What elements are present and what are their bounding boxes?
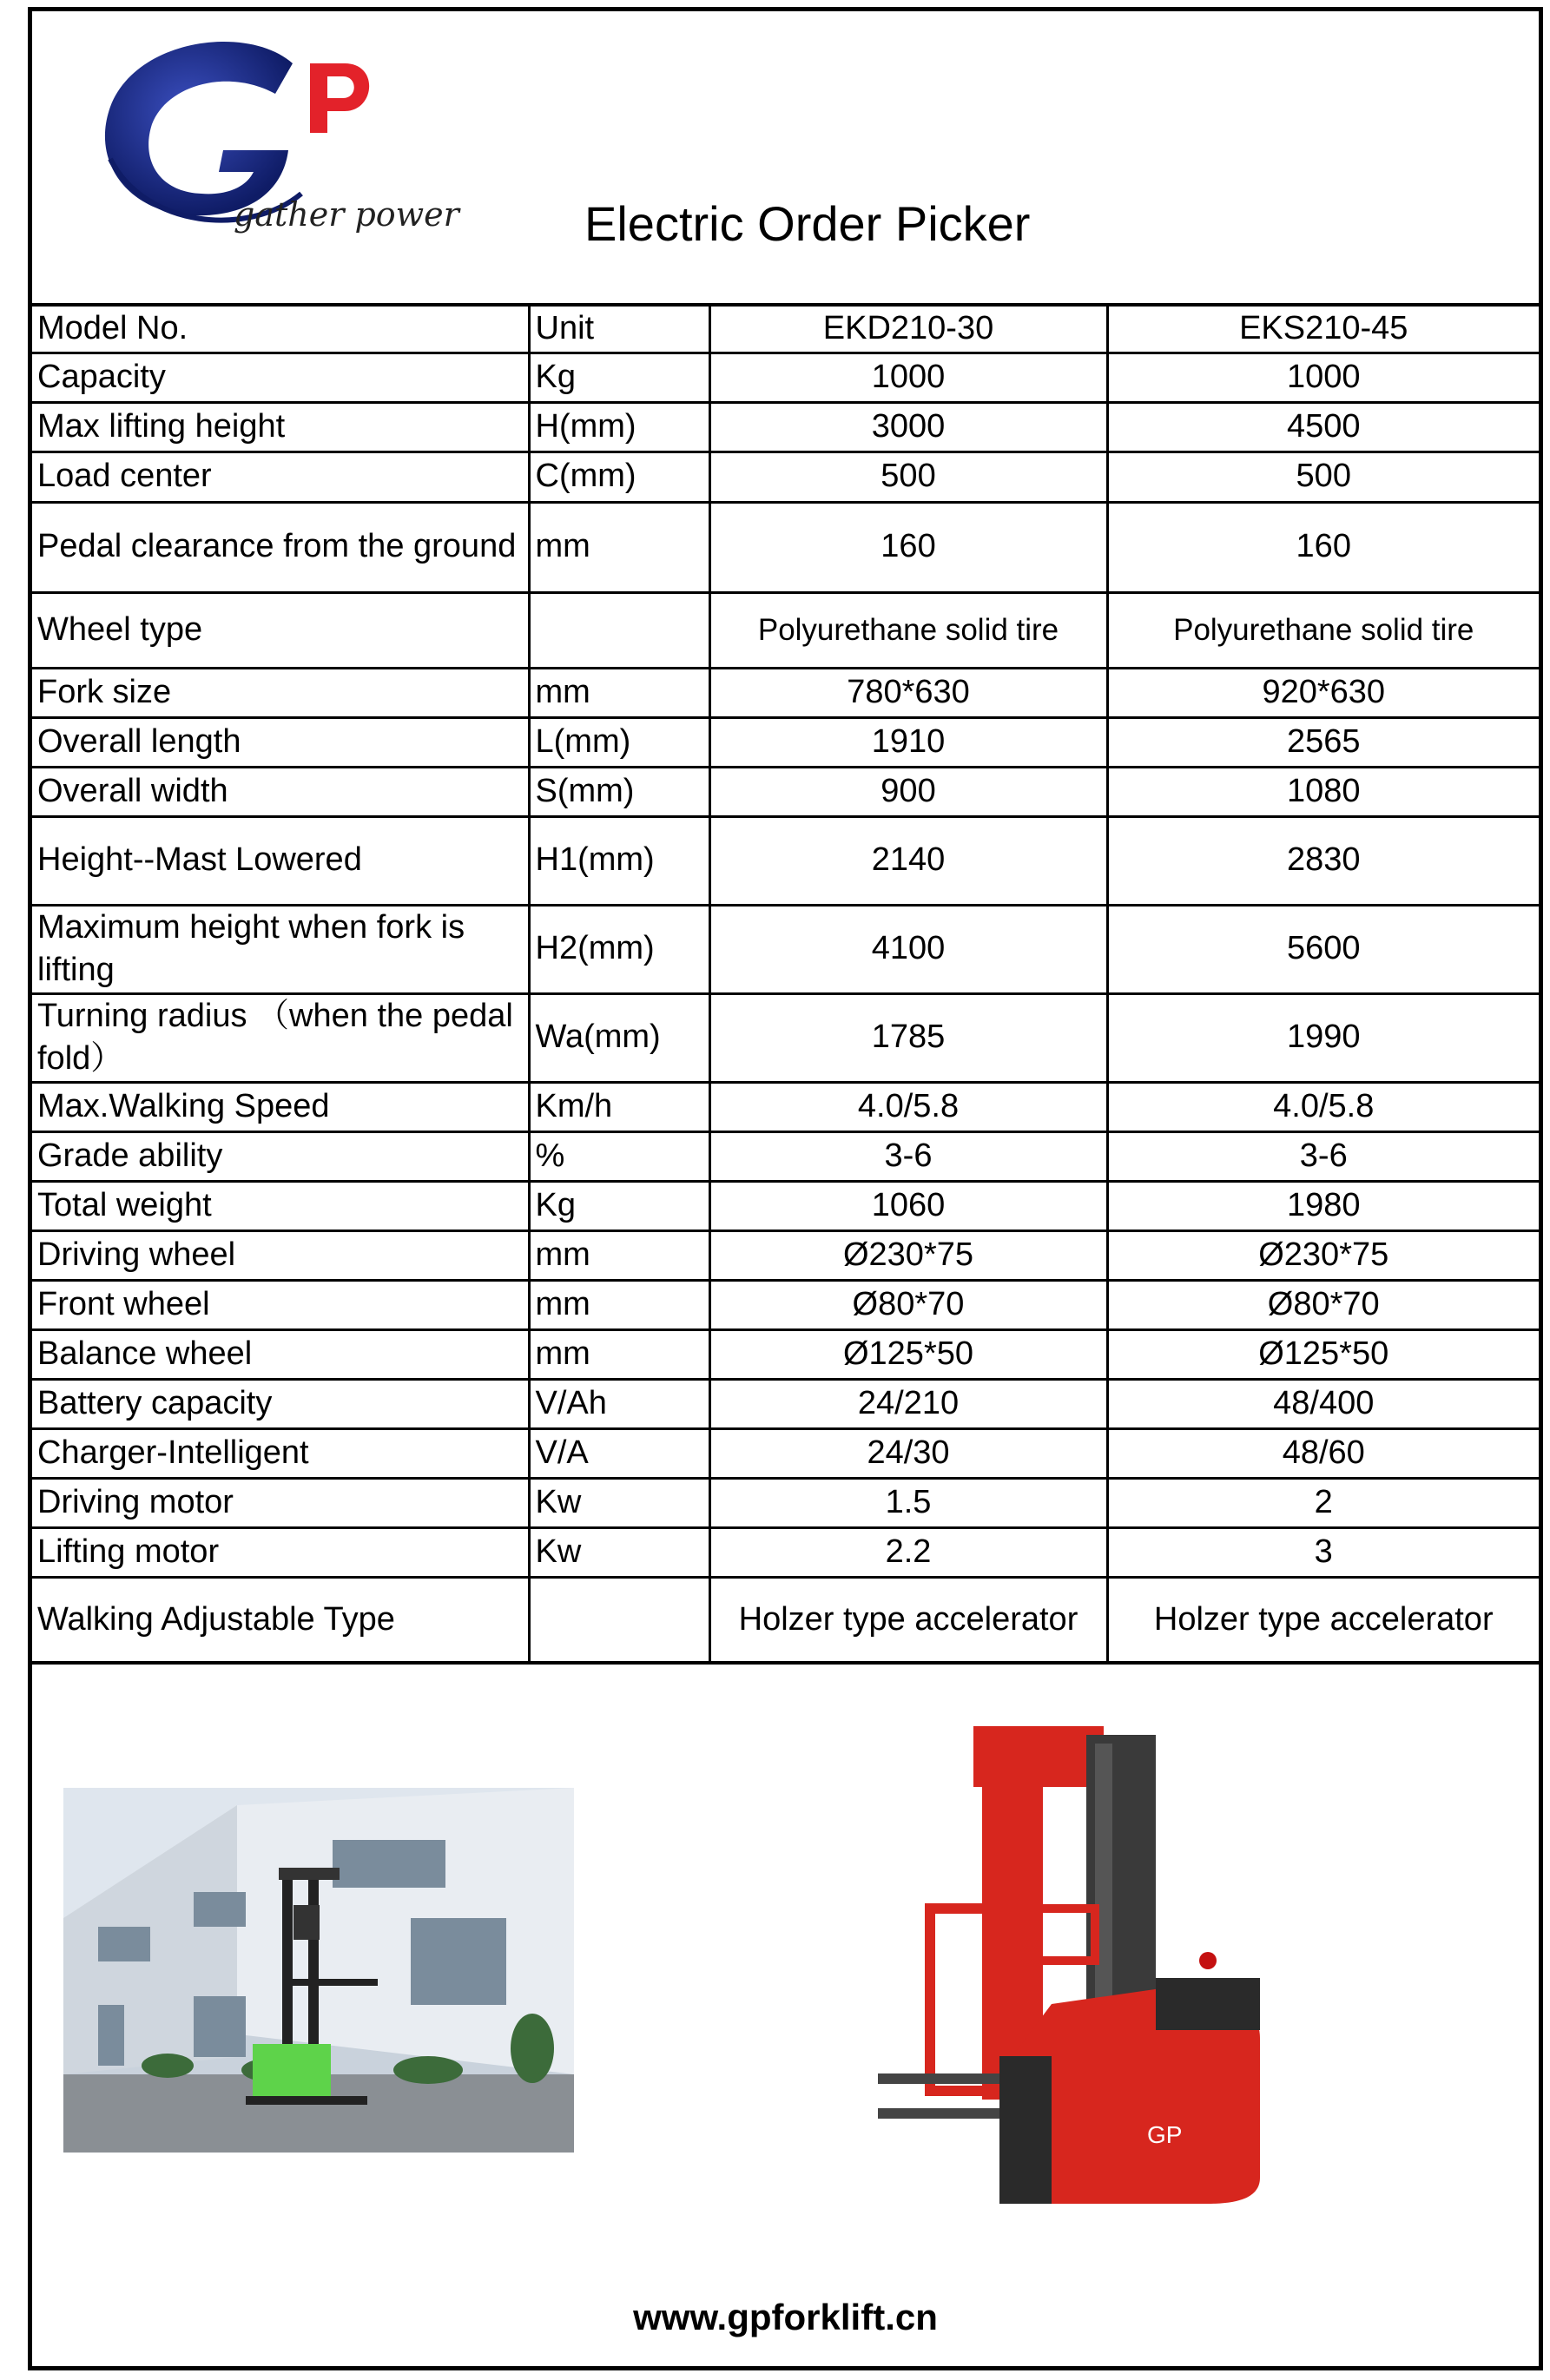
table-row: [32, 1181, 1539, 1230]
spec-value-model-2: 1080: [1107, 767, 1539, 816]
table-row: [32, 717, 1539, 767]
spec-value-model-1: 500: [709, 452, 1107, 502]
table-row: [32, 1379, 1539, 1428]
spec-value-model-1: 1000: [709, 353, 1107, 402]
spec-value-model-2: 3-6: [1107, 1131, 1539, 1181]
header-model-1: EKD210-30: [709, 305, 1107, 353]
spec-unit: H(mm): [529, 402, 709, 452]
spec-name: Maximum height when fork is lifting: [32, 905, 529, 993]
spec-value-model-1: 1.5: [709, 1478, 1107, 1527]
table-row: [32, 1280, 1539, 1329]
spec-unit: [529, 1577, 709, 1663]
spec-value-model-2: 2830: [1107, 816, 1539, 905]
gp-logo: [76, 29, 459, 254]
table-row: [32, 402, 1539, 452]
header-model: Model No.: [32, 305, 529, 353]
website-url[interactable]: www.gpforklift.cn: [633, 2297, 938, 2337]
spec-value-model-1: Ø125*50: [709, 1329, 1107, 1379]
spec-value-model-1: 1785: [709, 993, 1107, 1082]
spec-value-model-2: 2: [1107, 1478, 1539, 1527]
spec-unit: Km/h: [529, 1082, 709, 1131]
truck-logo-text: GP: [1147, 2121, 1183, 2148]
table-row: [32, 993, 1539, 1082]
spec-value-model-2: 1990: [1107, 993, 1539, 1082]
spec-name: Walking Adjustable Type: [32, 1577, 529, 1663]
spec-value-model-2: 160: [1107, 502, 1539, 592]
spec-unit: mm: [529, 1280, 709, 1329]
table-row: [32, 592, 1539, 668]
spec-unit: V/A: [529, 1428, 709, 1478]
header-model-2: EKS210-45: [1107, 305, 1539, 353]
spec-name: Pedal clearance from the ground: [32, 502, 529, 592]
spec-value-model-2: 4.0/5.8: [1107, 1082, 1539, 1131]
table-row: [32, 1230, 1539, 1280]
spec-value-model-2: 5600: [1107, 905, 1539, 993]
spec-value-model-2: Ø125*50: [1107, 1329, 1539, 1379]
spec-value-model-1: Polyurethane solid tire: [709, 592, 1107, 668]
spec-value-model-1: 900: [709, 767, 1107, 816]
spec-name: Load center: [32, 452, 529, 502]
spec-unit: mm: [529, 668, 709, 717]
spec-value-model-1: 24/210: [709, 1379, 1107, 1428]
spec-name: Total weight: [32, 1181, 529, 1230]
spec-unit: Kw: [529, 1527, 709, 1577]
spec-name: Height--Mast Lowered: [32, 816, 529, 905]
spec-value-model-2: 48/60: [1107, 1428, 1539, 1478]
spec-value-model-1: 2.2: [709, 1527, 1107, 1577]
table-header-row: [32, 305, 1539, 353]
table-row: [32, 1082, 1539, 1131]
spec-value-model-1: 160: [709, 502, 1107, 592]
spec-unit: H1(mm): [529, 816, 709, 905]
table-row: [32, 1478, 1539, 1527]
spec-value-model-1: 3-6: [709, 1131, 1107, 1181]
spec-value-model-2: 2565: [1107, 717, 1539, 767]
spec-name: Driving wheel: [32, 1230, 529, 1280]
spec-name: Max.Walking Speed: [32, 1082, 529, 1131]
spec-name: Front wheel: [32, 1280, 529, 1329]
spec-value-model-1: 24/30: [709, 1428, 1107, 1478]
spec-value-model-2: 920*630: [1107, 668, 1539, 717]
spec-name: Lifting motor: [32, 1527, 529, 1577]
spec-sheet: [28, 7, 1543, 2370]
header-unit: Unit: [529, 305, 709, 353]
table-row: [32, 1131, 1539, 1181]
spec-name: Wheel type: [32, 592, 529, 668]
table-row: [32, 767, 1539, 816]
table-row: [32, 1428, 1539, 1478]
logo-tagline: gather power: [234, 195, 459, 234]
table-row: [32, 905, 1539, 993]
table-row: [32, 353, 1539, 402]
spec-value-model-2: 48/400: [1107, 1379, 1539, 1428]
spec-value-model-1: 2140: [709, 816, 1107, 905]
spec-value-model-2: 500: [1107, 452, 1539, 502]
spec-unit: Kw: [529, 1478, 709, 1527]
spec-value-model-1: 3000: [709, 402, 1107, 452]
spec-name: Capacity: [32, 353, 529, 402]
spec-value-model-2: Ø230*75: [1107, 1230, 1539, 1280]
spec-value-model-1: Ø230*75: [709, 1230, 1107, 1280]
table-row: [32, 1329, 1539, 1379]
spec-unit: S(mm): [529, 767, 709, 816]
spec-name: Max lifting height: [32, 402, 529, 452]
spec-name: Turning radius （when the pedal fold）: [32, 993, 529, 1082]
spec-name: Overall width: [32, 767, 529, 816]
spec-value-model-1: 4100: [709, 905, 1107, 993]
spec-value-model-2: Holzer type accelerator: [1107, 1577, 1539, 1663]
spec-unit: Wa(mm): [529, 993, 709, 1082]
table-row: [32, 816, 1539, 905]
spec-value-model-1: 1910: [709, 717, 1107, 767]
spec-unit: L(mm): [529, 717, 709, 767]
spec-name: Fork size: [32, 668, 529, 717]
table-row: [32, 452, 1539, 502]
spec-value-model-2: 3: [1107, 1527, 1539, 1577]
spec-unit: mm: [529, 502, 709, 592]
spec-name: Balance wheel: [32, 1329, 529, 1379]
table-row: [32, 502, 1539, 592]
spec-unit: mm: [529, 1230, 709, 1280]
spec-unit: H2(mm): [529, 905, 709, 993]
spec-value-model-2: 1000: [1107, 353, 1539, 402]
spec-name: Charger-Intelligent: [32, 1428, 529, 1478]
spec-name: Battery capacity: [32, 1379, 529, 1428]
spec-unit: %: [529, 1131, 709, 1181]
spec-value-model-1: 780*630: [709, 668, 1107, 717]
spec-name: Grade ability: [32, 1131, 529, 1181]
spec-value-model-1: 4.0/5.8: [709, 1082, 1107, 1131]
spec-unit: [529, 592, 709, 668]
spec-unit: Kg: [529, 1181, 709, 1230]
page-title: Electric Order Picker: [584, 196, 1031, 251]
table-row: [32, 1577, 1539, 1663]
spec-value-model-1: 1060: [709, 1181, 1107, 1230]
spec-unit: C(mm): [529, 452, 709, 502]
spec-value-model-1: Holzer type accelerator: [709, 1577, 1107, 1663]
spec-table: [32, 303, 1539, 1665]
spec-unit: Kg: [529, 353, 709, 402]
spec-value-model-2: Ø80*70: [1107, 1280, 1539, 1329]
green-order-picker-photo: [63, 1788, 574, 2153]
spec-name: Overall length: [32, 717, 529, 767]
spec-value-model-2: Polyurethane solid tire: [1107, 592, 1539, 668]
red-order-picker-photo: [878, 1726, 1286, 2212]
spec-value-model-2: 1980: [1107, 1181, 1539, 1230]
spec-name: Driving motor: [32, 1478, 529, 1527]
spec-value-model-2: 4500: [1107, 402, 1539, 452]
spec-value-model-1: Ø80*70: [709, 1280, 1107, 1329]
table-row: [32, 668, 1539, 717]
spec-unit: V/Ah: [529, 1379, 709, 1428]
table-row: [32, 1527, 1539, 1577]
spec-unit: mm: [529, 1329, 709, 1379]
